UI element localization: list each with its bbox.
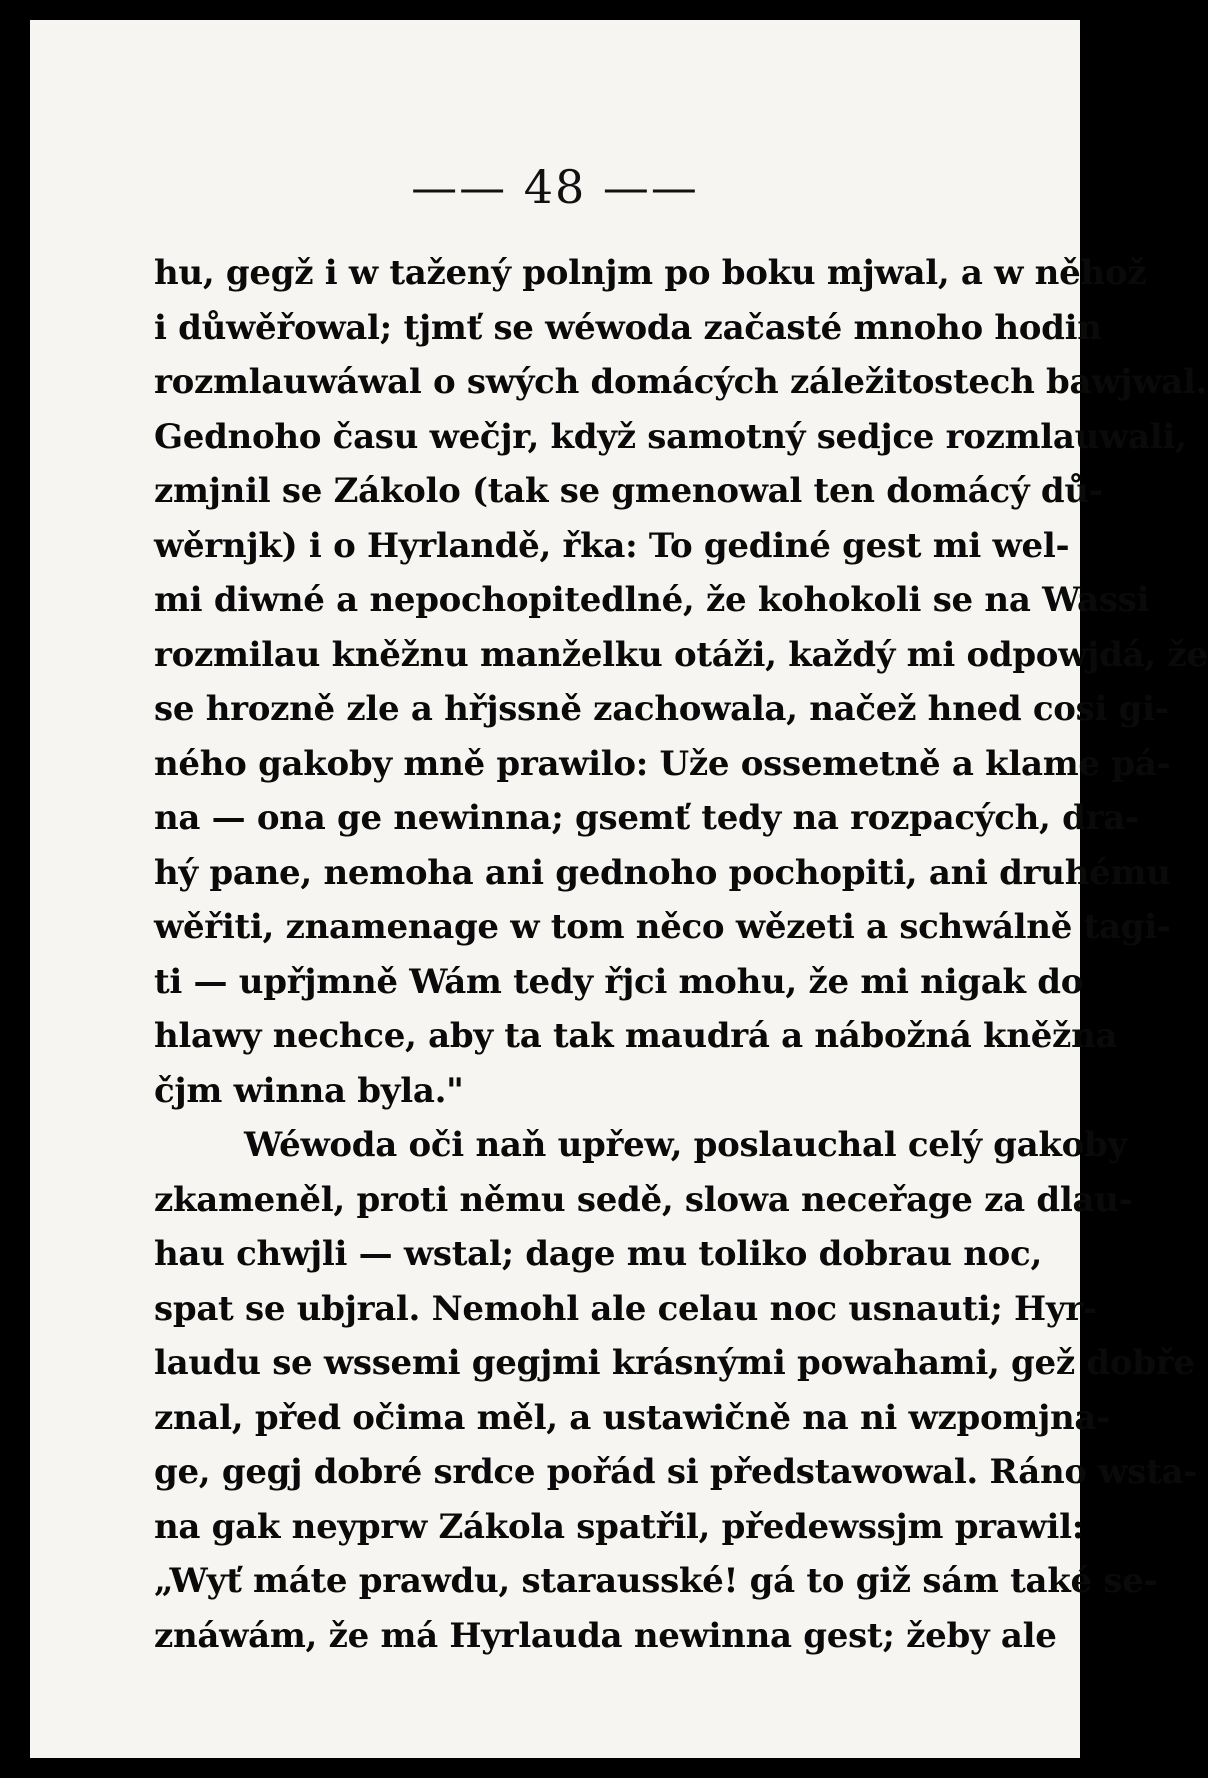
text-line: Gednoho času wečjr, když samotný sedjce rozmlauwali,	[154, 416, 1187, 457]
text-line: spat se ubjral. Nemohl ale celau noc usnauti; Hyr-	[154, 1288, 1097, 1329]
text-line: laudu se wssemi gegjmi krásnými powahami, gež dobře	[154, 1343, 1195, 1383]
text-line: na — ona ge newinna; gsemť tedy na rozpacých, dra-	[154, 798, 1139, 838]
body-text	[154, 246, 1208, 1663]
text-line: ti — upřjmně Wám tedy řjci mohu, že mi nigak do	[154, 961, 1084, 1002]
text-line: zmjnil se Zákolo (tak se gmenowal ten domácý dů-	[154, 471, 1103, 511]
text-line: ného gakoby mně prawilo: Uže ossemetně a klame pá-	[154, 743, 1171, 784]
book-page	[30, 20, 1208, 1758]
text-line: hu, gegž i w tažený polnjm po boku mjwal, a w něhož	[154, 253, 1147, 293]
text-line: mi diwné a nepochopitedlné, že kohokoli se na Wassi	[154, 580, 1150, 620]
text-line: se hrozně zle a hřjssně zachowala, načež hned cosi gi-	[154, 689, 1169, 729]
text-line: hý pane, nemoha ani gednoho pochopiti, ani druhému	[154, 852, 1171, 893]
text-line: znal, před očima měl, a ustawičně na ni wzpomjna-	[154, 1397, 1110, 1438]
text-line: hlawy nechce, aby ta tak maudrá a nábožná kněžna	[154, 1016, 1118, 1056]
text-line: rozmlauwáwal o swých domácých záležitostech bawjwal.	[154, 362, 1208, 402]
text-line: wěrnjk) i o Hyrlandě, řka: To gediné gest mi wel-	[154, 525, 1070, 566]
text-line: „Wyť máte prawdu, starausské! gá to giž sám také se-	[154, 1561, 1158, 1601]
text-line: hau chwjli — wstal; dage mu toliko dobrau noc,	[154, 1234, 1042, 1274]
text-line: rozmilau kněžnu manželku otáži, každý mi odpowjdá, že	[154, 634, 1208, 675]
text-line: znáwám, že má Hyrlauda newinna gest; žeby ale	[154, 1615, 1057, 1656]
page-number-header: —— 48 ——	[411, 160, 699, 214]
text-line: zkameněl, proti němu sedě, slowa neceřage za dlau-	[154, 1179, 1133, 1220]
text-line: čjm winna byla."	[154, 1070, 464, 1111]
text-line: ge, gegj dobré srdce pořád si předstawowal. Ráno wsta-	[154, 1452, 1198, 1492]
text-line: wěřiti, znamenage w tom něco wězeti a schwálně tagi-	[154, 907, 1171, 947]
text-line: na gak neyprw Zákola spatřil, předewssjm prawil:	[154, 1506, 1084, 1547]
text-line: i důwěřowal; tjmť se wéwoda začasté mnoho hodin	[154, 307, 1102, 348]
text-line: Wéwoda oči naň upřew, poslauchal celý gakoby	[244, 1125, 1127, 1165]
